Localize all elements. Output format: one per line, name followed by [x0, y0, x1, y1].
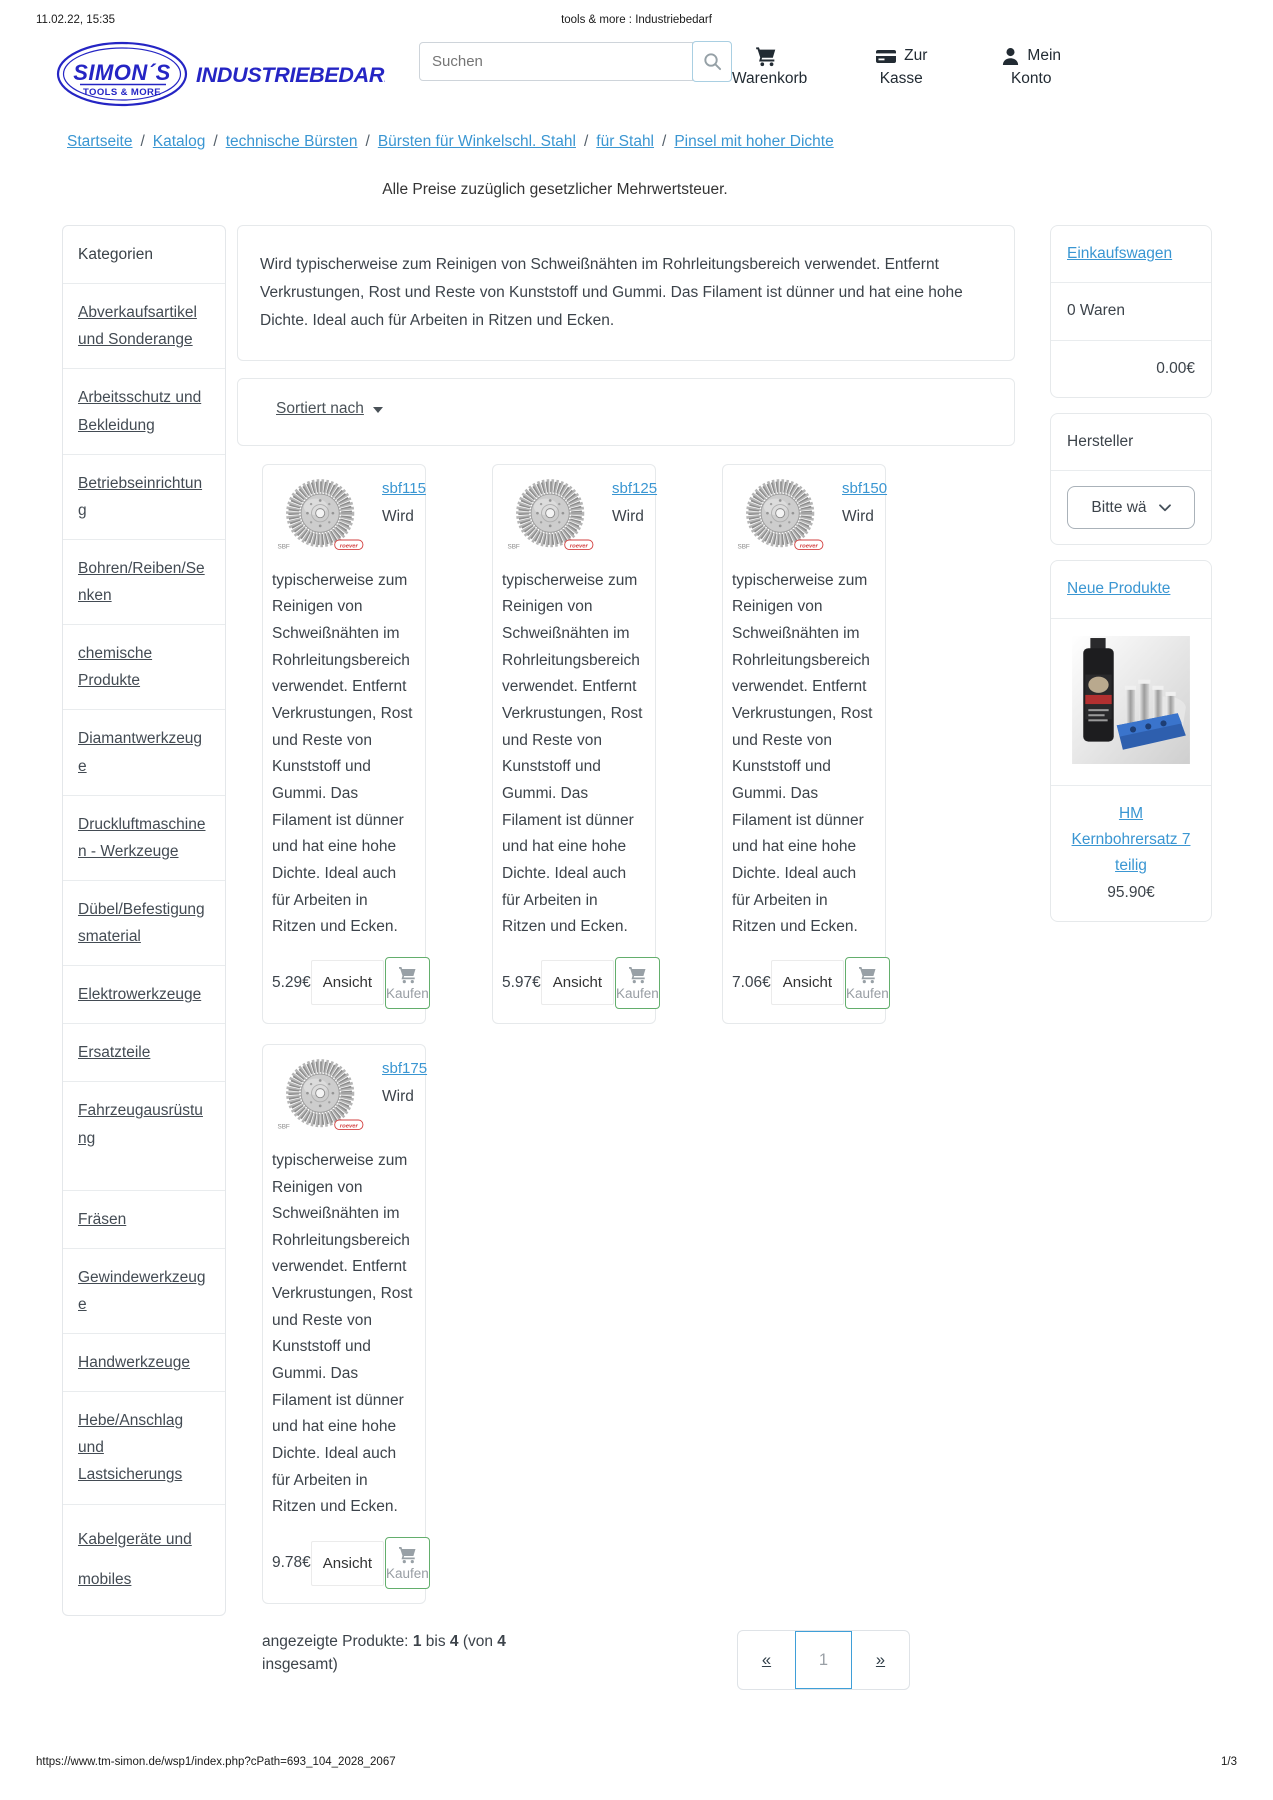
manufacturer-title: Hersteller: [1067, 433, 1134, 451]
product-title-link[interactable]: sbf115: [382, 479, 426, 497]
print-datetime: 11.02.22, 15:35: [36, 14, 116, 26]
new-products-panel: [1050, 560, 1212, 922]
manufacturer-select[interactable]: [1067, 486, 1195, 529]
breadcrumb-link-buersten-winkelschl[interactable]: Bürsten für Winkelschl. Stahl: [377, 133, 576, 150]
search-icon: [703, 52, 722, 71]
sidebar-item-kabelgeraete[interactable]: Kabelgeräte und mobiles: [78, 1530, 192, 1588]
breadcrumb-separator: /: [213, 133, 218, 150]
breadcrumb: [0, 115, 1273, 151]
pagination-row: [262, 1630, 910, 1690]
print-doc-title: tools & more : Industriebedarf: [561, 14, 712, 26]
new-product-price: 95.90€: [1107, 883, 1155, 901]
sidebar-item-fahrzeugausruestung[interactable]: Fahrzeugausrüstung: [78, 1102, 203, 1147]
categories-sidebar: [62, 225, 226, 1616]
cart-icon: [398, 1545, 417, 1564]
cart-icon: [858, 965, 877, 984]
sidebar-item-chemische-produkte[interactable]: chemische Produkte: [78, 645, 153, 690]
manufacturer-panel: [1050, 413, 1212, 545]
site-header: [0, 26, 1273, 115]
nav-cart-link[interactable]: [732, 44, 807, 88]
product-intro: Wird: [612, 507, 644, 525]
product-photo: [272, 474, 372, 556]
buy-button-label: Kaufen: [846, 985, 889, 1001]
nav-label-bottom: Kasse: [879, 70, 923, 87]
pager-next[interactable]: »: [875, 1650, 886, 1669]
breadcrumb-separator: /: [365, 133, 370, 150]
product-intro: Wird: [842, 507, 874, 525]
pager-current-page[interactable]: 1: [795, 1631, 852, 1689]
nav-checkout-link[interactable]: [865, 44, 937, 88]
main-content: [237, 225, 1015, 1690]
page-indicator: 1/3: [1221, 1756, 1237, 1768]
sidebar-item-handwerkzeuge[interactable]: Handwerkzeuge: [78, 1354, 191, 1371]
product-grid: [262, 464, 910, 1604]
logo-name: SIMON´S: [73, 60, 171, 85]
cart-icon: [755, 45, 777, 67]
new-product-name-link[interactable]: HM Kernbohrersatz 7 teilig: [1071, 804, 1191, 875]
view-button[interactable]: Ansicht: [771, 960, 844, 1005]
product-photo: [272, 1054, 372, 1136]
buy-button[interactable]: [845, 957, 890, 1009]
product-title-link[interactable]: sbf150: [842, 479, 888, 497]
sidebar-item-hebe-anschlag[interactable]: Hebe/Anschlag und Lastsicherungs: [78, 1412, 184, 1484]
breadcrumb-separator: /: [662, 133, 667, 150]
buy-button-label: Kaufen: [386, 1566, 429, 1582]
breadcrumb-link-technische-buersten[interactable]: technische Bürsten: [225, 133, 358, 150]
product-description: typischerweise zum Reinigen von Schweißnähten im Rohrleitungsbereich verwendet. Entfernt Verkrustungen, Rost und Reste von Kunststoff und Gummi. Das Filament ist dünner und hat eine hohe Dichte. Ideal auch für Arbeiten in Ritzen und Ecken.: [272, 571, 413, 936]
breadcrumb-link-startseite[interactable]: Startseite: [67, 133, 133, 150]
nav-label-top: Zur: [904, 47, 928, 64]
cart-icon: [398, 965, 417, 984]
breadcrumb-separator: /: [140, 133, 145, 150]
cart-panel-title-link[interactable]: Einkaufswagen: [1067, 245, 1173, 262]
product-description: typischerweise zum Reinigen von Schweißnähten im Rohrleitungsbereich verwendet. Entfernt Verkrustungen, Rost und Reste von Kunststoff und Gummi. Das Filament ist dünner und hat eine hohe Dichte. Ideal auch für Arbeiten in Ritzen und Ecken.: [732, 571, 873, 936]
sort-box: [237, 378, 1015, 446]
caret-down-icon: [373, 407, 383, 413]
view-button[interactable]: Ansicht: [541, 960, 614, 1005]
category-description-box: [237, 225, 1015, 361]
product-card-sbf115: [262, 464, 429, 1024]
product-card-sbf150: [722, 464, 889, 1024]
sidebar-item-bohren[interactable]: Bohren/Reiben/Senken: [78, 559, 205, 604]
product-description: typischerweise zum Reinigen von Schweißnähten im Rohrleitungsbereich verwendet. Entfernt Verkrustungen, Rost und Reste von Kunststoff und Gummi. Das Filament ist dünner und hat eine hohe Dichte. Ideal auch für Arbeiten in Ritzen und Ecken.: [272, 1151, 413, 1516]
product-intro: Wird: [382, 507, 414, 525]
pager: [737, 1630, 910, 1690]
buy-button-label: Kaufen: [386, 985, 429, 1001]
person-icon: [1001, 47, 1020, 66]
header-nav: [732, 44, 1067, 88]
manufacturer-select-value: Bitte wä: [1091, 498, 1147, 516]
pager-prev[interactable]: «: [761, 1650, 772, 1669]
nav-account-link[interactable]: [995, 44, 1067, 88]
sidebar-item-abverkaufsartikel[interactable]: Abverkaufsartikel und Sonderange: [78, 304, 197, 349]
view-button[interactable]: Ansicht: [311, 1541, 384, 1586]
product-price: 7.06€: [732, 973, 771, 991]
cart-total: 0.00€: [1051, 340, 1211, 397]
nav-label-bottom: Warenkorb: [732, 70, 808, 87]
sidebar-item-betriebseinrichtung[interactable]: Betriebseinrichtung: [78, 474, 203, 519]
search-bar: [419, 42, 732, 82]
cart-panel: [1050, 225, 1212, 398]
sidebar-item-druckluftmaschinen[interactable]: Druckluftmaschinen - Werkzeuge: [78, 815, 206, 860]
sort-dropdown-toggle[interactable]: Sortiert nach: [276, 399, 364, 417]
product-price: 5.29€: [272, 973, 311, 991]
product-intro: Wird: [382, 1087, 414, 1105]
product-card-sbf175: [262, 1044, 429, 1604]
category-description: Wird typischerweise zum Reinigen von Schweißnähten im Rohrleitungsbereich verwendet. Entfernt Verkrustungen, Rost und Reste von Kunststoff und Gummi. Das Filament ist dünner und hat eine hohe Dichte. Ideal auch für Arbeiten in Ritzen und Ecken.: [260, 256, 963, 329]
product-description: typischerweise zum Reinigen von Schweißnähten im Rohrleitungsbereich verwendet. Entfernt Verkrustungen, Rost und Reste von Kunststoff und Gummi. Das Filament ist dünner und hat eine hohe Dichte. Ideal auch für Arbeiten in Ritzen und Ecken.: [502, 571, 643, 936]
sidebar-item-gewindewerkzeuge[interactable]: Gewindewerkzeuge: [78, 1268, 206, 1313]
nav-label-top: Mein: [1027, 47, 1062, 64]
new-product-photo: [1071, 636, 1191, 764]
print-footer: [36, 1752, 1237, 1768]
product-price: 9.78€: [272, 1554, 311, 1572]
buy-button[interactable]: [385, 957, 430, 1009]
footer-url: https://www.tm-simon.de/wsp1/index.php?cPath=693_104_2028_2067: [36, 1756, 396, 1768]
results-summary: angezeigte Produkte: 1 bis 4 (von 4 insgesamt): [262, 1633, 506, 1674]
sidebar-item-duebel[interactable]: Dübel/Befestigungsmaterial: [78, 900, 205, 945]
product-photo: [732, 474, 832, 556]
sidebar-item-arbeitsschutz[interactable]: Arbeitsschutz und Bekleidung: [78, 389, 202, 434]
cart-icon: [628, 965, 647, 984]
product-price: 5.97€: [502, 973, 541, 991]
product-title-link[interactable]: sbf175: [382, 1059, 428, 1077]
breadcrumb-link-katalog[interactable]: Katalog: [152, 133, 206, 150]
chevron-down-icon: [1159, 504, 1171, 512]
logo-graphic: [55, 36, 385, 110]
product-title-link[interactable]: sbf125: [612, 479, 658, 497]
shop-logo[interactable]: [55, 36, 385, 115]
tax-notice: Alle Preise zuzüglich gesetzlicher Mehrwertsteuer.: [382, 181, 728, 198]
view-button[interactable]: Ansicht: [311, 960, 384, 1005]
categories-title: Kategorien: [78, 246, 153, 263]
print-meta-row: [0, 0, 1273, 26]
sidebar-item-ersatzteile[interactable]: Ersatzteile: [78, 1044, 151, 1062]
search-input[interactable]: [419, 42, 693, 81]
sidebar-item-diamantwerkzeuge[interactable]: Diamantwerkzeuge: [78, 730, 203, 775]
breadcrumb-link-pinsel-hohe-dichte[interactable]: Pinsel mit hoher Dichte: [674, 133, 834, 150]
logo-sub: TOOLS & MORE: [83, 87, 161, 98]
product-card-sbf125: [492, 464, 659, 1024]
sidebar-item-fraesen[interactable]: Fräsen: [78, 1210, 127, 1228]
cart-item-count: 0 Waren: [1051, 282, 1211, 339]
new-products-title-link[interactable]: Neue Produkte: [1067, 580, 1171, 598]
page-layout: [0, 225, 1273, 1690]
right-sidebar: [1050, 225, 1212, 937]
search-button[interactable]: [692, 41, 732, 82]
sidebar-item-elektrowerkzeuge[interactable]: Elektrowerkzeuge: [78, 986, 202, 1004]
buy-button-label: Kaufen: [616, 985, 659, 1001]
logo-brand: INDUSTRIEBEDARF: [196, 63, 385, 87]
credit-card-icon: [875, 47, 897, 65]
buy-button[interactable]: [385, 1537, 430, 1589]
product-photo: [502, 474, 602, 556]
buy-button[interactable]: [615, 957, 660, 1009]
breadcrumb-link-fuer-stahl[interactable]: für Stahl: [596, 133, 655, 150]
breadcrumb-separator: /: [583, 133, 589, 150]
nav-label-bottom: Konto: [1010, 70, 1052, 87]
